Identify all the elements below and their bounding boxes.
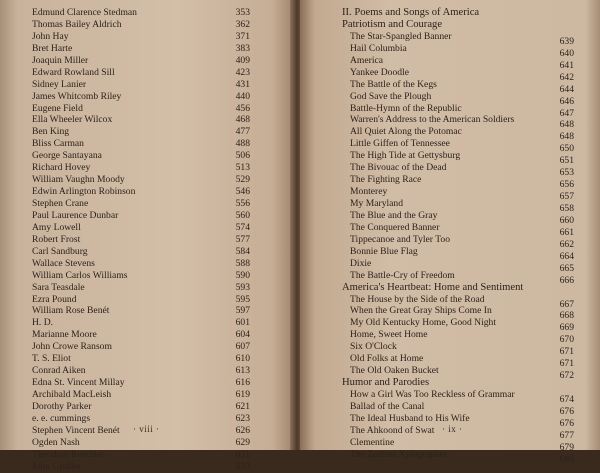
entry-title: Patriotism and Courage — [342, 18, 443, 30]
contents-entry — [342, 305, 574, 322]
contents-entry — [32, 449, 250, 461]
contents-entry — [32, 329, 250, 341]
entry-title: The Bivouac of the Dead — [350, 162, 447, 174]
entry-page-number: 477 — [235, 126, 250, 138]
entry-title: John Updike — [32, 460, 81, 472]
entry-page-number: 676 — [559, 405, 574, 417]
contents-entry — [32, 294, 250, 306]
entry-page-number: 623 — [235, 412, 250, 424]
entry-page-number: 546 — [235, 186, 250, 198]
contents-entry — [32, 270, 250, 282]
entry-page-number: 648 — [559, 119, 574, 131]
entry-title: Stephen Vincent Benét — [32, 424, 120, 436]
entry-title: Sara Teasdale — [32, 281, 85, 293]
contents-entry — [342, 42, 574, 59]
entry-title: II. Poems and Songs of America — [342, 7, 480, 18]
entry-title: Hail Columbia — [350, 42, 407, 54]
entry-title: Ogden Nash — [32, 436, 80, 448]
entry-title: Archibald MacLeish — [32, 389, 112, 400]
entry-page-number: 513 — [235, 162, 250, 174]
contents-entry — [32, 198, 250, 210]
entry-title: e. e. cummings — [32, 412, 91, 424]
entry-title: America's Heartbeat: Home and Sentiment — [342, 281, 524, 293]
entry-title: Ezra Pound — [32, 293, 77, 305]
entry-page-number: 650 — [559, 143, 574, 155]
right-page — [300, 0, 600, 465]
entry-page-number: 665 — [559, 262, 574, 274]
entry-title: Monterey — [350, 186, 388, 198]
entry-page-number: 646 — [559, 95, 574, 107]
right-contents-list — [342, 7, 574, 465]
entry-title: The Ahkoond of Swat — [350, 424, 435, 436]
entry-page-number: 556 — [235, 198, 250, 209]
entry-page-number: 529 — [235, 174, 250, 186]
contents-section-heading — [342, 282, 574, 294]
entry-page-number: 680 — [559, 453, 574, 465]
entry-title: Edward Rowland Sill — [32, 66, 115, 78]
entry-title: Dorothy Parker — [32, 400, 92, 412]
entry-title: Conrad Aiken — [32, 365, 86, 377]
entry-title: America — [350, 54, 384, 66]
entry-page-number: 371 — [235, 30, 250, 42]
entry-page-number: 631 — [235, 448, 250, 460]
entry-page-number: 639 — [559, 35, 574, 47]
entry-page-number: 633 — [235, 460, 250, 472]
entry-page-number: 668 — [559, 310, 574, 322]
entry-page-number: 383 — [235, 42, 250, 54]
entry-page-number: 676 — [559, 417, 574, 429]
entry-title: Tippecanoe and Tyler Too — [350, 233, 450, 245]
contents-entry — [342, 138, 574, 155]
entry-page-number: 610 — [235, 353, 250, 365]
entry-title: Bret Harte — [32, 42, 73, 54]
entry-page-number: 664 — [559, 250, 574, 262]
entry-page-number: 651 — [559, 155, 574, 167]
contents-entry — [342, 162, 574, 179]
entry-page-number: 588 — [235, 257, 250, 269]
entry-page-number: 621 — [235, 400, 250, 412]
entry-title: Ballad of the Canal — [350, 400, 425, 412]
entry-page-number: 626 — [235, 424, 250, 436]
contents-entry — [32, 305, 250, 317]
entry-page-number: 641 — [559, 59, 574, 71]
entry-title: William Carlos Williams — [32, 269, 128, 281]
contents-entry — [32, 31, 250, 43]
entry-page-number: 642 — [559, 71, 574, 83]
entry-title: The Zealess Xylographer — [350, 448, 447, 460]
entry-page-number: 661 — [559, 226, 574, 238]
entry-page-number: 644 — [559, 83, 574, 95]
entry-title: The House by the Side of the Road — [350, 293, 485, 305]
contents-entry — [32, 341, 250, 353]
entry-page-number: 506 — [235, 150, 250, 162]
entry-page-number: 670 — [559, 334, 574, 346]
entry-title: God Save the Plough — [350, 90, 432, 102]
entry-page-number: 488 — [235, 138, 250, 150]
entry-title: Little Giffen of Tennessee — [350, 138, 450, 150]
left-page-number: · viii · — [133, 424, 160, 434]
entry-title: Ella Wheeler Wilcox — [32, 114, 113, 126]
entry-title: Marianne Moore — [32, 329, 97, 341]
entry-page-number: 604 — [235, 329, 250, 341]
entry-title: The Conquered Banner — [350, 221, 440, 233]
contents-entry — [342, 353, 574, 370]
entry-title: William Vaughn Moody — [32, 174, 125, 186]
entry-page-number: 640 — [559, 47, 574, 59]
entry-page-number: 653 — [559, 167, 574, 179]
contents-entry — [342, 66, 574, 83]
contents-entry — [342, 221, 574, 238]
entry-title: Bonnie Blue Flag — [350, 245, 418, 257]
entry-title: The Ideal Husband to His Wife — [350, 412, 470, 424]
entry-title: Battle-Hymn of the Republic — [350, 102, 462, 114]
contents-entry — [342, 257, 574, 274]
entry-page-number: 362 — [235, 18, 250, 30]
entry-page-number: 619 — [235, 389, 250, 400]
contents-entry — [32, 79, 250, 91]
entry-title: Robert Frost — [32, 233, 81, 245]
entry-title: My Old Kentucky Home, Good Night — [350, 317, 497, 329]
contents-entry — [342, 389, 574, 405]
entry-page-number: 597 — [235, 305, 250, 317]
entry-title: Clementine — [350, 436, 395, 448]
entry-page-number: 584 — [235, 245, 250, 257]
contents-entry — [32, 377, 250, 389]
entry-title: Bliss Carman — [32, 138, 84, 150]
entry-page-number: 613 — [235, 365, 250, 377]
entry-title: Edmund Clarence Stedman — [32, 7, 137, 18]
contents-entry — [342, 54, 574, 71]
entry-title: Joaquin Miller — [32, 54, 89, 66]
entry-title: Old Folks at Home — [350, 353, 424, 365]
entry-page-number: 674 — [559, 394, 574, 405]
entry-page-number: 672 — [559, 370, 574, 382]
entry-title: T. S. Eliot — [32, 353, 71, 365]
contents-entry — [342, 150, 574, 167]
contents-entry — [32, 317, 250, 329]
contents-entry — [342, 293, 574, 310]
entry-title: Carl Sandburg — [32, 245, 88, 257]
entry-title: Eugene Field — [32, 102, 83, 114]
contents-entry — [32, 389, 250, 401]
entry-page-number: 666 — [559, 274, 574, 286]
contents-entry — [32, 222, 250, 234]
entry-page-number: 679 — [559, 441, 574, 453]
contents-entry — [342, 436, 574, 453]
entry-title: Edwin Arlington Robinson — [32, 186, 136, 198]
contents-entry — [342, 341, 574, 358]
entry-title: Warren's Address to the American Soldiers — [350, 114, 515, 126]
contents-entry — [32, 401, 250, 413]
contents-entry — [342, 269, 574, 286]
entry-page-number: 574 — [235, 221, 250, 233]
entry-page-number: 671 — [559, 358, 574, 370]
entry-title: Theodore Roethke — [32, 448, 104, 460]
entry-title: Amy Lowell — [32, 221, 81, 233]
entry-title: The Star-Spangled Banner — [350, 30, 452, 42]
entry-title: John Crowe Ransom — [32, 341, 112, 353]
contents-entry — [32, 126, 250, 138]
entry-page-number: 656 — [559, 179, 574, 191]
entry-page-number: 629 — [235, 436, 250, 448]
entry-title: The Blue and the Gray — [350, 209, 438, 221]
contents-section-heading — [342, 7, 574, 19]
entry-title: Sidney Lanier — [32, 78, 87, 90]
contents-entry — [32, 67, 250, 79]
contents-entry — [342, 126, 574, 143]
entry-title: All Quiet Along the Potomac — [350, 126, 462, 138]
entry-title: The Fighting Race — [350, 174, 422, 186]
entry-title: William Rose Benét — [32, 305, 110, 317]
entry-title: How a Girl Was Too Reckless of Grammar — [350, 389, 515, 400]
contents-entry — [342, 186, 574, 203]
contents-entry — [32, 282, 250, 294]
contents-entry — [32, 174, 250, 186]
entry-page-number: 647 — [559, 107, 574, 119]
contents-entry — [342, 365, 574, 382]
contents-entry — [32, 461, 250, 473]
contents-entry — [342, 233, 574, 250]
contents-entry — [342, 329, 574, 346]
entry-page-number: 677 — [559, 429, 574, 441]
entry-page-number: 658 — [559, 203, 574, 214]
contents-entry — [32, 114, 250, 126]
entry-page-number: 456 — [235, 102, 250, 114]
entry-page-number: 560 — [235, 209, 250, 221]
entry-page-number: 669 — [559, 322, 574, 334]
entry-page-number: 660 — [559, 214, 574, 226]
entry-page-number: 431 — [235, 78, 250, 90]
entry-page-number: 577 — [235, 233, 250, 245]
contents-entry — [342, 114, 574, 131]
entry-title: Six O'Clock — [350, 341, 397, 353]
contents-entry — [32, 91, 250, 103]
entry-title: Yankee Doodle — [350, 66, 409, 78]
entry-title: Dixie — [350, 257, 372, 269]
contents-section-heading — [342, 377, 574, 389]
contents-entry — [342, 174, 574, 191]
contents-entry — [342, 245, 574, 262]
contents-entry — [342, 102, 574, 119]
contents-entry — [342, 317, 574, 334]
contents-entry — [32, 7, 250, 19]
entry-title: Stephen Crane — [32, 198, 89, 209]
contents-entry — [342, 90, 574, 107]
contents-entry — [32, 186, 250, 198]
left-contents-list — [32, 7, 250, 473]
entry-page-number: 590 — [235, 269, 250, 281]
contents-entry — [342, 209, 574, 226]
contents-entry — [342, 448, 574, 465]
contents-entry — [342, 198, 574, 214]
entry-page-number: 353 — [235, 7, 250, 18]
contents-entry — [32, 437, 250, 449]
entry-page-number: 468 — [235, 114, 250, 126]
contents-entry — [32, 258, 250, 270]
entry-page-number: 662 — [559, 238, 574, 250]
entry-page-number: 593 — [235, 281, 250, 293]
entry-page-number: 409 — [235, 54, 250, 66]
contents-entry — [32, 210, 250, 222]
entry-title: The High Tide at Gettysburg — [350, 150, 461, 162]
contents-entry — [342, 400, 574, 417]
entry-title: My Maryland — [350, 198, 404, 209]
entry-page-number: 657 — [559, 191, 574, 203]
contents-entry — [32, 234, 250, 246]
contents-entry — [32, 162, 250, 174]
contents-entry — [32, 103, 250, 115]
right-page-number: · ix · — [442, 424, 463, 434]
entry-page-number: 667 — [559, 298, 574, 310]
entry-title: Richard Hovey — [32, 162, 91, 174]
entry-title: When the Great Gray Ships Come In — [350, 305, 492, 317]
contents-entry — [32, 19, 250, 31]
contents-entry — [32, 43, 250, 55]
contents-entry — [32, 353, 250, 365]
left-page — [0, 0, 296, 472]
entry-title: Edna St. Vincent Millay — [32, 377, 125, 389]
entry-title: Paul Laurence Dunbar — [32, 209, 119, 221]
contents-entry — [342, 78, 574, 95]
entry-title: The Battle-Cry of Freedom — [350, 269, 455, 281]
contents-entry — [32, 55, 250, 67]
entry-title: Humor and Parodies — [342, 377, 430, 389]
entry-title: John Hay — [32, 30, 69, 42]
contents-entry — [32, 138, 250, 150]
entry-page-number: 648 — [559, 131, 574, 143]
entry-title: Wallace Stevens — [32, 257, 95, 269]
entry-title: George Santayana — [32, 150, 102, 162]
contents-entry — [32, 150, 250, 162]
entry-page-number: 595 — [235, 293, 250, 305]
entry-page-number: 440 — [235, 90, 250, 102]
entry-page-number: 671 — [559, 346, 574, 358]
entry-title: The Battle of the Kegs — [350, 78, 437, 90]
entry-page-number: 616 — [235, 377, 250, 389]
contents-section-heading — [342, 19, 574, 31]
entry-title: H. D. — [32, 317, 54, 329]
entry-title: The Old Oaken Bucket — [350, 365, 439, 377]
entry-title: Home, Sweet Home — [350, 329, 428, 341]
entry-page-number: 601 — [235, 317, 250, 329]
entry-title: Thomas Bailey Aldrich — [32, 18, 122, 30]
contents-entry — [32, 365, 250, 377]
entry-title: James Whitcomb Riley — [32, 90, 122, 102]
entry-page-number: 607 — [235, 341, 250, 353]
entry-page-number: 423 — [235, 66, 250, 78]
entry-title: Ben King — [32, 126, 70, 138]
contents-entry — [32, 246, 250, 258]
contents-entry — [342, 30, 574, 47]
